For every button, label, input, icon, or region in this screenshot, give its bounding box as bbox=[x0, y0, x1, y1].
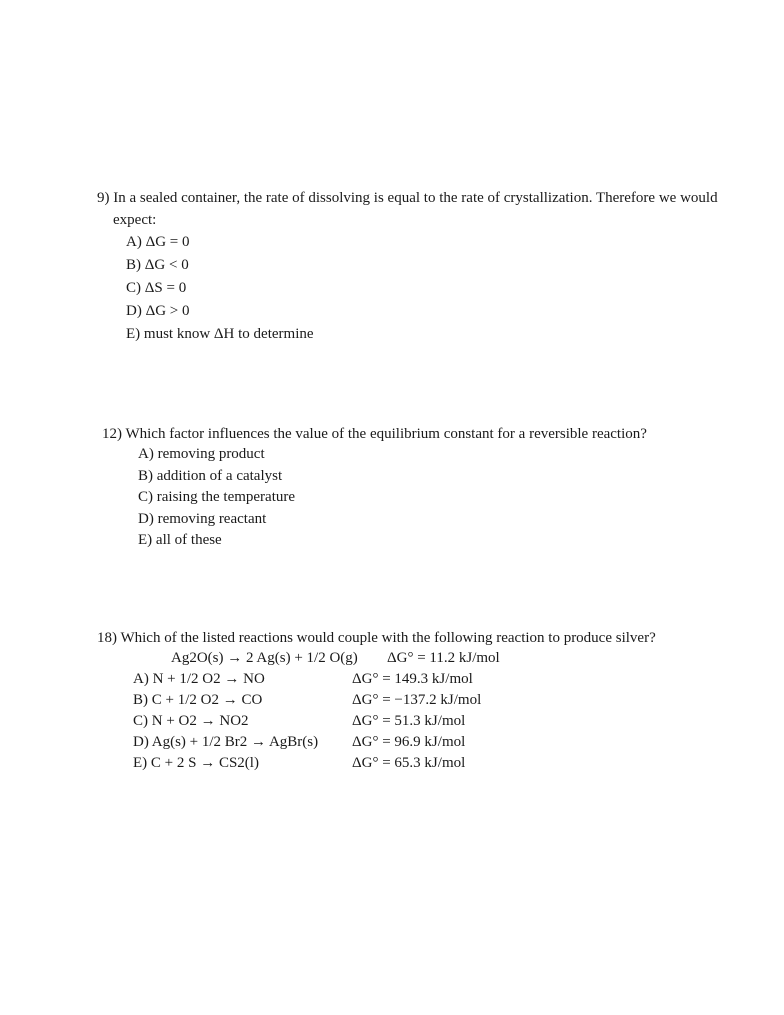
question-9-stem-continued: expect: bbox=[113, 212, 157, 228]
question-12-option-a: A) removing product bbox=[138, 446, 265, 462]
question-18-given-delta-g: ΔG° = 11.2 kJ/mol bbox=[387, 650, 500, 666]
question-18-given-reaction: Ag2O(s) → 2 Ag(s) + 1/2 O(g) bbox=[171, 650, 358, 666]
question-18-stem: 18) Which of the listed reactions would couple with the following reaction to produce silver? bbox=[97, 630, 656, 646]
question-18-option-e-reaction: E) C + 2 S → CS2(l) bbox=[133, 755, 259, 771]
question-18-option-c-delta-g: ΔG° = 51.3 kJ/mol bbox=[352, 713, 466, 729]
question-9-option-e: E) must know ΔH to determine bbox=[126, 326, 314, 342]
question-12-stem: 12) Which factor influences the value of the equilibrium constant for a reversible reaction? bbox=[102, 426, 647, 442]
question-18-option-d-reaction: D) Ag(s) + 1/2 Br2 → AgBr(s) bbox=[133, 734, 319, 750]
question-18-option-e-delta-g: ΔG° = 65.3 kJ/mol bbox=[352, 755, 466, 771]
question-18-option-a-delta-g: ΔG° = 149.3 kJ/mol bbox=[352, 671, 473, 687]
question-9-option-c: C) ΔS = 0 bbox=[126, 280, 187, 296]
question-18-option-b-reaction: B) C + 1/2 O2 → CO bbox=[133, 692, 263, 708]
question-12-option-b: B) addition of a catalyst bbox=[138, 468, 283, 484]
question-9-option-b: B) ΔG < 0 bbox=[126, 257, 189, 273]
question-18-option-d-delta-g: ΔG° = 96.9 kJ/mol bbox=[352, 734, 466, 750]
question-12-option-e: E) all of these bbox=[138, 532, 222, 548]
question-9-stem: 9) In a sealed container, the rate of dissolving is equal to the rate of crystallization. Therefore we would bbox=[97, 190, 718, 206]
question-12-option-d: D) removing reactant bbox=[138, 511, 267, 527]
question-18-option-a-reaction: A) N + 1/2 O2 → NO bbox=[133, 671, 265, 687]
question-9-option-d: D) ΔG > 0 bbox=[126, 303, 190, 319]
question-18-option-c-reaction: C) N + O2 → NO2 bbox=[133, 713, 249, 729]
question-12-option-c: C) raising the temperature bbox=[138, 489, 296, 505]
question-9-option-a: A) ΔG = 0 bbox=[126, 234, 190, 250]
question-18-option-b-delta-g: ΔG° = −137.2 kJ/mol bbox=[352, 692, 482, 708]
